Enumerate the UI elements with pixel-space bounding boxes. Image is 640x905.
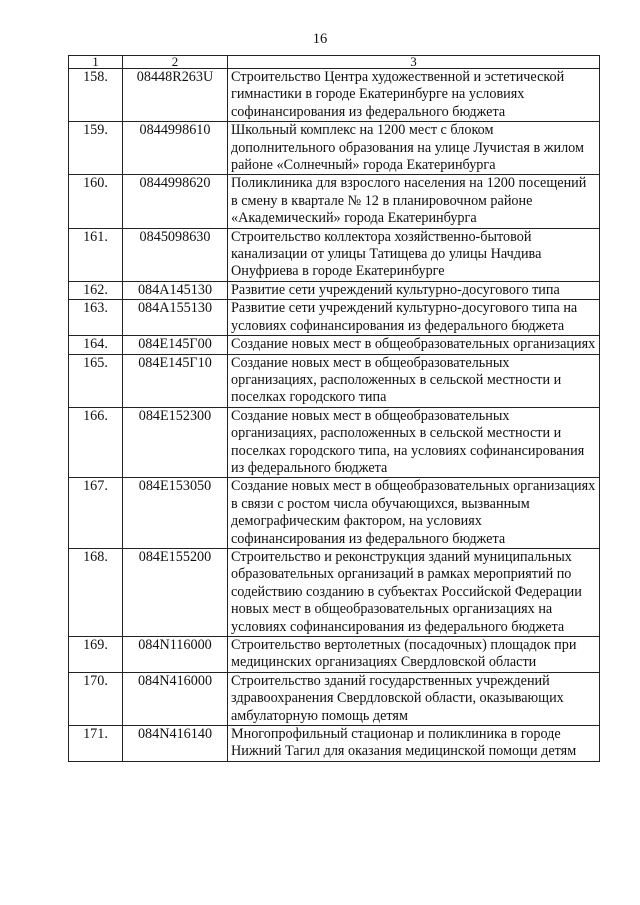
budget-code: 084A145130 bbox=[123, 281, 228, 299]
table-row bbox=[69, 175, 600, 228]
table-row bbox=[69, 336, 600, 354]
budget-code: 084A155130 bbox=[123, 300, 228, 336]
budget-code: 0844998610 bbox=[123, 122, 228, 175]
row-number: 164. bbox=[69, 336, 123, 354]
column-header-3: 3 bbox=[228, 56, 600, 69]
table-row bbox=[69, 122, 600, 175]
budget-code: 084N116000 bbox=[123, 637, 228, 673]
budget-code: 084E145Г10 bbox=[123, 354, 228, 407]
table-row bbox=[69, 228, 600, 281]
column-header-1: 1 bbox=[69, 56, 123, 69]
item-name: Создание новых мест в общеобразовательных организациях bbox=[228, 336, 600, 354]
row-number: 167. bbox=[69, 478, 123, 549]
row-number: 165. bbox=[69, 354, 123, 407]
item-name: Строительство зданий государственных учреждений здравоохранения Свердловской области, оказывающих амбулаторную помощь детям bbox=[228, 672, 600, 725]
budget-code: 084E152300 bbox=[123, 407, 228, 478]
item-name: Создание новых мест в общеобразовательных организациях в связи с ростом числа обучающихся, вызванным демографическим фактором, на условиях софинансирования из федерального бюджета bbox=[228, 478, 600, 549]
table-body bbox=[69, 69, 600, 762]
row-number: 162. bbox=[69, 281, 123, 299]
table-row bbox=[69, 672, 600, 725]
budget-code: 0845098630 bbox=[123, 228, 228, 281]
table-row bbox=[69, 548, 600, 636]
header-row bbox=[69, 56, 600, 69]
table-row bbox=[69, 637, 600, 673]
item-name: Строительство Центра художественной и эстетической гимнастики в городе Екатеринбурге на условиях софинансирования из федерального бюджета bbox=[228, 69, 600, 122]
item-name: Многопрофильный стационар и поликлиника в городе Нижний Тагил для оказания медицинской помощи детям bbox=[228, 726, 600, 762]
budget-code: 084N416000 bbox=[123, 672, 228, 725]
table-row bbox=[69, 281, 600, 299]
row-number: 169. bbox=[69, 637, 123, 673]
table-row bbox=[69, 354, 600, 407]
item-name: Строительство и реконструкция зданий муниципальных образовательных организаций в рамках мероприятий по содействию созданию в субъектах Российской Федерации новых мест в общеобразовательных организациях на условиях софинансирования из федерального бюджета bbox=[228, 548, 600, 636]
budget-code: 084E153050 bbox=[123, 478, 228, 549]
item-name: Создание новых мест в общеобразовательных организациях, расположенных в сельской местности и поселках городского типа, на условиях софинансирования из федерального бюджета bbox=[228, 407, 600, 478]
item-name: Создание новых мест в общеобразовательных организациях, расположенных в сельской местности и поселках городского типа bbox=[228, 354, 600, 407]
row-number: 163. bbox=[69, 300, 123, 336]
table-row bbox=[69, 300, 600, 336]
budget-code: 0844998620 bbox=[123, 175, 228, 228]
row-number: 171. bbox=[69, 726, 123, 762]
table-header bbox=[69, 56, 600, 69]
table-row bbox=[69, 726, 600, 762]
item-name: Развитие сети учреждений культурно-досугового типа на условиях софинансирования из федерального бюджета bbox=[228, 300, 600, 336]
row-number: 166. bbox=[69, 407, 123, 478]
page-number: 16 bbox=[312, 31, 328, 47]
budget-code: 084E155200 bbox=[123, 548, 228, 636]
item-name: Поликлиника для взрослого населения на 1200 посещений в смену в квартале № 12 в планировочном районе «Академический» города Екатеринбурга bbox=[228, 175, 600, 228]
table-row bbox=[69, 407, 600, 478]
row-number: 161. bbox=[69, 228, 123, 281]
item-name: Развитие сети учреждений культурно-досугового типа bbox=[228, 281, 600, 299]
row-number: 168. bbox=[69, 548, 123, 636]
budget-code: 084N416140 bbox=[123, 726, 228, 762]
row-number: 159. bbox=[69, 122, 123, 175]
budget-code: 08448R263U bbox=[123, 69, 228, 122]
row-number: 170. bbox=[69, 672, 123, 725]
table-row bbox=[69, 478, 600, 549]
budget-items-table bbox=[68, 55, 600, 762]
table-row bbox=[69, 69, 600, 122]
budget-code: 084E145Г00 bbox=[123, 336, 228, 354]
item-name: Школьный комплекс на 1200 мест с блоком дополнительного образования на улице Лучистая в жилом районе «Солнечный» города Екатеринбурга bbox=[228, 122, 600, 175]
column-header-2: 2 bbox=[123, 56, 228, 69]
row-number: 160. bbox=[69, 175, 123, 228]
item-name: Строительство коллектора хозяйственно-бытовой канализации от улицы Татищева до улицы Начдива Онуфриева в городе Екатеринбурге bbox=[228, 228, 600, 281]
row-number: 158. bbox=[69, 69, 123, 122]
item-name: Строительство вертолетных (посадочных) площадок при медицинских организациях Свердловской области bbox=[228, 637, 600, 673]
